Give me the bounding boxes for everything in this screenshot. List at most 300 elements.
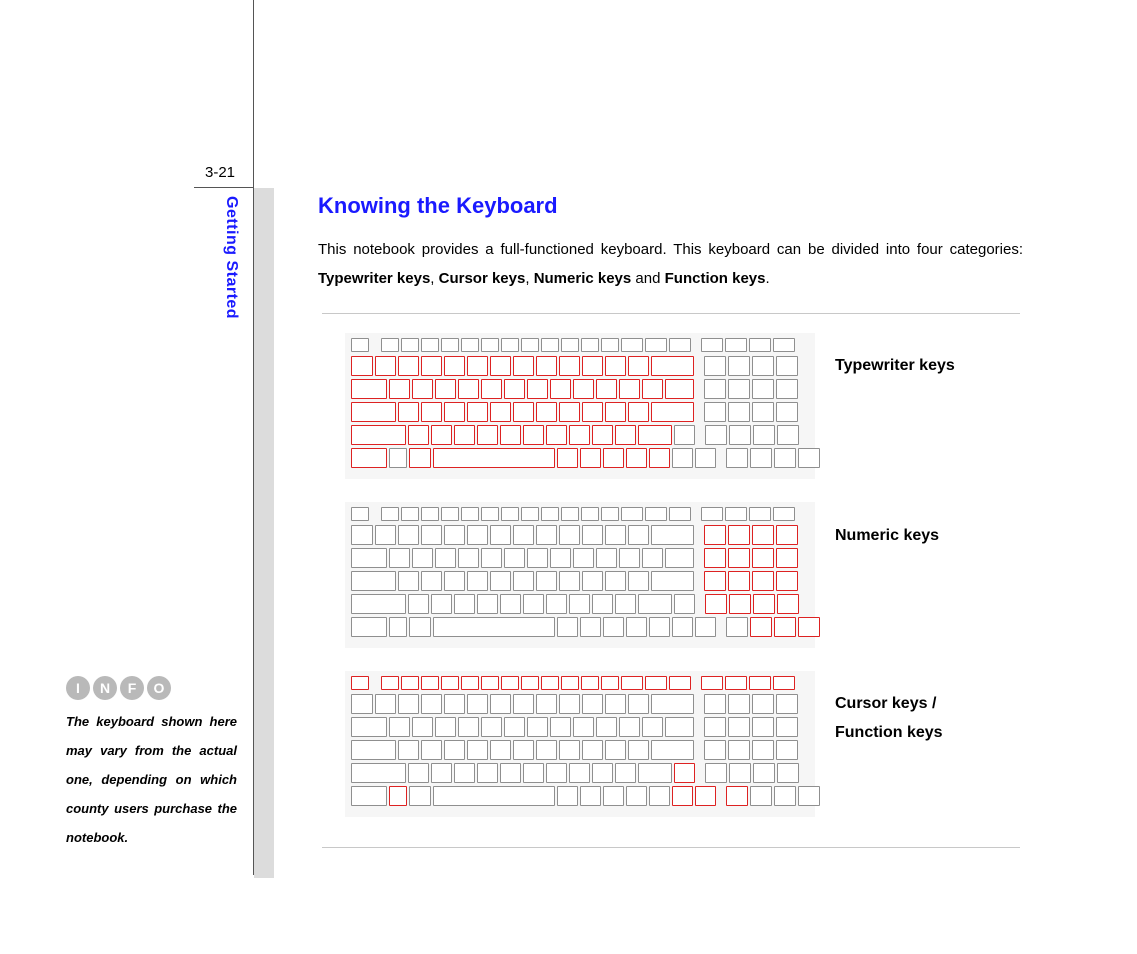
keycap [421, 740, 442, 760]
keycap [421, 571, 442, 591]
keycap [603, 617, 624, 637]
keycap [752, 525, 774, 545]
key-spacer [696, 740, 702, 760]
key-spacer [693, 676, 699, 690]
term-cursor: Cursor keys [438, 270, 526, 287]
keycap [375, 525, 396, 545]
keycap [500, 425, 521, 445]
keycap [409, 786, 431, 806]
keycap [501, 507, 519, 521]
keycap [725, 507, 747, 521]
keycap [435, 548, 456, 568]
keycap [649, 448, 670, 468]
keycap [674, 425, 695, 445]
keyboard-diagram-typewriter [345, 333, 815, 479]
keycap [536, 571, 557, 591]
keycap [569, 594, 590, 614]
keycap [619, 379, 640, 399]
keycap [504, 548, 525, 568]
keycap [477, 763, 498, 783]
keycap [581, 507, 599, 521]
keycap [582, 356, 603, 376]
key-spacer [693, 338, 699, 352]
keycap [481, 717, 502, 737]
keycap [536, 402, 557, 422]
keycap [728, 356, 750, 376]
keycap [409, 448, 431, 468]
keycap [615, 425, 636, 445]
keycap [573, 548, 594, 568]
keycap [433, 617, 555, 637]
keycap [777, 763, 799, 783]
keycap [672, 786, 693, 806]
keycap [728, 379, 750, 399]
keycap [621, 507, 643, 521]
info-letter-o-icon: O [147, 676, 171, 700]
keycap [704, 356, 726, 376]
keycap [581, 338, 599, 352]
keycap [536, 694, 557, 714]
keycap [638, 425, 672, 445]
keycap [513, 694, 534, 714]
keycap [441, 507, 459, 521]
keycap [645, 338, 667, 352]
keycap [750, 617, 772, 637]
keycap [705, 425, 727, 445]
keycap [596, 717, 617, 737]
keycap [695, 448, 716, 468]
keycap [527, 548, 548, 568]
section-title: Getting Started [223, 196, 240, 320]
keycap [550, 717, 571, 737]
keycap [642, 548, 663, 568]
key-row [351, 448, 820, 468]
key-row [351, 548, 798, 568]
keycap [389, 786, 407, 806]
keycap [504, 379, 525, 399]
keycap [603, 786, 624, 806]
keycap [749, 338, 771, 352]
keycap [461, 338, 479, 352]
key-row [351, 594, 799, 614]
keycap [444, 694, 465, 714]
keycap [726, 448, 748, 468]
keycap [701, 507, 723, 521]
keycap [536, 356, 557, 376]
keycap [433, 786, 555, 806]
keycap [389, 717, 410, 737]
keycap [351, 338, 369, 352]
keycap [776, 402, 798, 422]
keycap [777, 425, 799, 445]
keyboard-diagram-numeric [345, 502, 815, 648]
keycap [674, 763, 695, 783]
keycap [580, 786, 601, 806]
keycap [651, 525, 694, 545]
keycap [490, 525, 511, 545]
keycap [621, 338, 643, 352]
keycap [541, 676, 559, 690]
keycap [728, 402, 750, 422]
keycap [435, 717, 456, 737]
page-heading: Knowing the Keyboard [318, 193, 558, 218]
keycap [490, 694, 511, 714]
keycap [559, 402, 580, 422]
keycap [605, 571, 626, 591]
keycap [573, 717, 594, 737]
keycap [753, 763, 775, 783]
key-spacer [696, 571, 702, 591]
keycap [704, 548, 726, 568]
keyboard-diagram-cursor-function [345, 671, 815, 817]
keycap [665, 717, 694, 737]
keycap [749, 676, 771, 690]
keycap [704, 571, 726, 591]
keycap [645, 507, 667, 521]
keycap [351, 356, 373, 376]
keycap [351, 448, 387, 468]
keycap [421, 356, 442, 376]
keycap [351, 507, 369, 521]
keycap [749, 507, 771, 521]
keycap [431, 763, 452, 783]
keycap [467, 356, 488, 376]
keycap [582, 571, 603, 591]
keycap [619, 548, 640, 568]
term-numeric: Numeric keys [533, 270, 632, 287]
keycap [398, 402, 419, 422]
key-spacer [697, 425, 703, 445]
keycap [481, 507, 499, 521]
keycap [752, 571, 774, 591]
keycap [665, 379, 694, 399]
keycap [481, 338, 499, 352]
keycap [408, 594, 429, 614]
keycap [389, 548, 410, 568]
keycap [557, 617, 578, 637]
keycap [490, 356, 511, 376]
keycap [523, 425, 544, 445]
keycap [642, 379, 663, 399]
keycap [628, 571, 649, 591]
keycap [728, 525, 750, 545]
keycap [467, 694, 488, 714]
keycap [701, 676, 723, 690]
key-spacer [696, 548, 702, 568]
keycap [521, 507, 539, 521]
key-spacer [697, 594, 703, 614]
top-divider [322, 313, 1020, 314]
keycap [435, 379, 456, 399]
keycap [433, 448, 555, 468]
keycap [561, 507, 579, 521]
keycap [619, 717, 640, 737]
keycap [638, 594, 672, 614]
keycap [776, 525, 798, 545]
keycap [375, 356, 396, 376]
keycap [729, 763, 751, 783]
keycap [774, 786, 796, 806]
keycap [541, 338, 559, 352]
keycap [605, 740, 626, 760]
keycap [490, 571, 511, 591]
keycap [628, 402, 649, 422]
key-spacer [371, 676, 379, 690]
keycap [389, 617, 407, 637]
key-spacer [697, 763, 703, 783]
keycap [412, 548, 433, 568]
keycap [605, 356, 626, 376]
keycap [504, 717, 525, 737]
keycap [546, 425, 567, 445]
keycap [444, 525, 465, 545]
keycap [601, 507, 619, 521]
keycap [444, 356, 465, 376]
keycap [601, 676, 619, 690]
keycap [421, 525, 442, 545]
key-row [351, 379, 798, 399]
keycap [351, 617, 387, 637]
keycap [527, 379, 548, 399]
term-typewriter: Typewriter keys [318, 270, 431, 287]
keycap [651, 356, 694, 376]
keycap [557, 448, 578, 468]
keycap [672, 448, 693, 468]
keycap [651, 740, 694, 760]
keycap [467, 740, 488, 760]
keycap [490, 402, 511, 422]
keycap [559, 356, 580, 376]
label-cursor-keys: Cursor keys / [835, 695, 937, 712]
keycap [381, 676, 399, 690]
keycap [776, 356, 798, 376]
keycap [701, 338, 723, 352]
info-icon [66, 676, 171, 700]
keycap [581, 676, 599, 690]
keycap [615, 763, 636, 783]
keycap [704, 717, 726, 737]
keycap [753, 425, 775, 445]
key-row [351, 740, 798, 760]
keycap [645, 676, 667, 690]
key-spacer [718, 617, 724, 637]
key-row [351, 356, 798, 376]
key-row [351, 571, 798, 591]
keycap [752, 379, 774, 399]
keycap [441, 338, 459, 352]
keycap [626, 448, 647, 468]
label-typewriter-keys: Typewriter keys [835, 357, 955, 374]
keycap [461, 507, 479, 521]
keycap [501, 676, 519, 690]
keycap [774, 448, 796, 468]
keycap [628, 694, 649, 714]
keycap [725, 338, 747, 352]
keycap [626, 617, 647, 637]
keycap [481, 548, 502, 568]
keycap [582, 525, 603, 545]
keycap [421, 676, 439, 690]
keycap [628, 356, 649, 376]
key-row [351, 763, 799, 783]
keycap [705, 594, 727, 614]
keycap [752, 694, 774, 714]
keycap [695, 617, 716, 637]
keycap [351, 676, 369, 690]
keycap [481, 379, 502, 399]
info-note: The keyboard shown here may vary from the actual one, depending on which county users purchase the notebook. [66, 714, 237, 845]
keycap [351, 694, 373, 714]
info-letter-f-icon: F [120, 676, 144, 700]
page-number: 3-21 [205, 164, 236, 181]
keycap [649, 786, 670, 806]
keycap [776, 571, 798, 591]
key-spacer [696, 402, 702, 422]
keycap [559, 525, 580, 545]
keycap [398, 571, 419, 591]
keycap [605, 402, 626, 422]
keycap [398, 740, 419, 760]
key-spacer [693, 507, 699, 521]
keycap [621, 676, 643, 690]
keycap [351, 786, 387, 806]
keycap [704, 379, 726, 399]
keycap [444, 740, 465, 760]
keycap [773, 338, 795, 352]
keycap [728, 571, 750, 591]
keycap [582, 402, 603, 422]
keycap [467, 571, 488, 591]
keycap [669, 507, 691, 521]
keycap [513, 525, 534, 545]
keycap [521, 338, 539, 352]
keycap [381, 338, 399, 352]
keycap [638, 763, 672, 783]
keycap [501, 338, 519, 352]
keycap [750, 786, 772, 806]
keycap [704, 402, 726, 422]
keycap [669, 676, 691, 690]
keycap [351, 594, 406, 614]
keycap [774, 617, 796, 637]
keycap [351, 740, 396, 760]
key-row [351, 402, 798, 422]
keycap [481, 676, 499, 690]
keycap [521, 676, 539, 690]
keycap [467, 525, 488, 545]
info-letter-n-icon: N [93, 676, 117, 700]
keycap [569, 425, 590, 445]
keycap [550, 548, 571, 568]
keycap [441, 676, 459, 690]
keycap [458, 548, 479, 568]
keycap [458, 717, 479, 737]
keycap [651, 571, 694, 591]
keycap [408, 763, 429, 783]
keycap [605, 694, 626, 714]
keycap [704, 525, 726, 545]
keycap [431, 425, 452, 445]
keycap [798, 448, 820, 468]
keycap [729, 594, 751, 614]
intro-paragraph: This notebook provides a full-functioned keyboard. This keyboard can be divided into four categories: Typewriter keys, Cursor keys, Numeric keys and Function keys. [318, 241, 1023, 287]
keycap [401, 676, 419, 690]
keycap [381, 507, 399, 521]
keycap [728, 717, 750, 737]
keycap [351, 379, 387, 399]
keycap [523, 763, 544, 783]
keycap [421, 507, 439, 521]
keycap [752, 402, 774, 422]
keycap [665, 548, 694, 568]
keycap [557, 786, 578, 806]
keycap [546, 763, 567, 783]
keycap [546, 594, 567, 614]
keycap [773, 507, 795, 521]
keycap [398, 356, 419, 376]
key-spacer [371, 507, 379, 521]
keycap [798, 786, 820, 806]
key-spacer [696, 694, 702, 714]
keycap [454, 763, 475, 783]
key-spacer [696, 379, 702, 399]
keycap [776, 379, 798, 399]
keycap [351, 763, 406, 783]
key-row [351, 617, 820, 637]
keycap [541, 507, 559, 521]
keycap [776, 717, 798, 737]
key-row [351, 694, 798, 714]
keycap [674, 594, 695, 614]
keycap [695, 786, 716, 806]
keycap [536, 740, 557, 760]
keycap [461, 676, 479, 690]
keycap [550, 379, 571, 399]
keycap [467, 402, 488, 422]
keycap [776, 548, 798, 568]
keycap [421, 694, 442, 714]
keycap [409, 617, 431, 637]
key-spacer [696, 717, 702, 737]
keycap [513, 402, 534, 422]
keycap [523, 594, 544, 614]
keycap [750, 448, 772, 468]
keycap [536, 525, 557, 545]
keycap [615, 594, 636, 614]
keycap [454, 425, 475, 445]
keycap [592, 594, 613, 614]
keycap [389, 448, 407, 468]
label-numeric-keys: Numeric keys [835, 527, 940, 544]
key-spacer [718, 786, 724, 806]
keycap [728, 694, 750, 714]
keycap [559, 571, 580, 591]
keycap [500, 594, 521, 614]
keycap [351, 717, 387, 737]
key-row [351, 425, 799, 445]
keycap [642, 717, 663, 737]
keycap [592, 425, 613, 445]
keycap [651, 402, 694, 422]
bottom-divider [322, 847, 1020, 848]
keycap [559, 740, 580, 760]
keycap [649, 617, 670, 637]
keycap [389, 379, 410, 399]
key-row [351, 525, 798, 545]
keycap [444, 402, 465, 422]
keycap [582, 694, 603, 714]
key-row [351, 338, 795, 352]
